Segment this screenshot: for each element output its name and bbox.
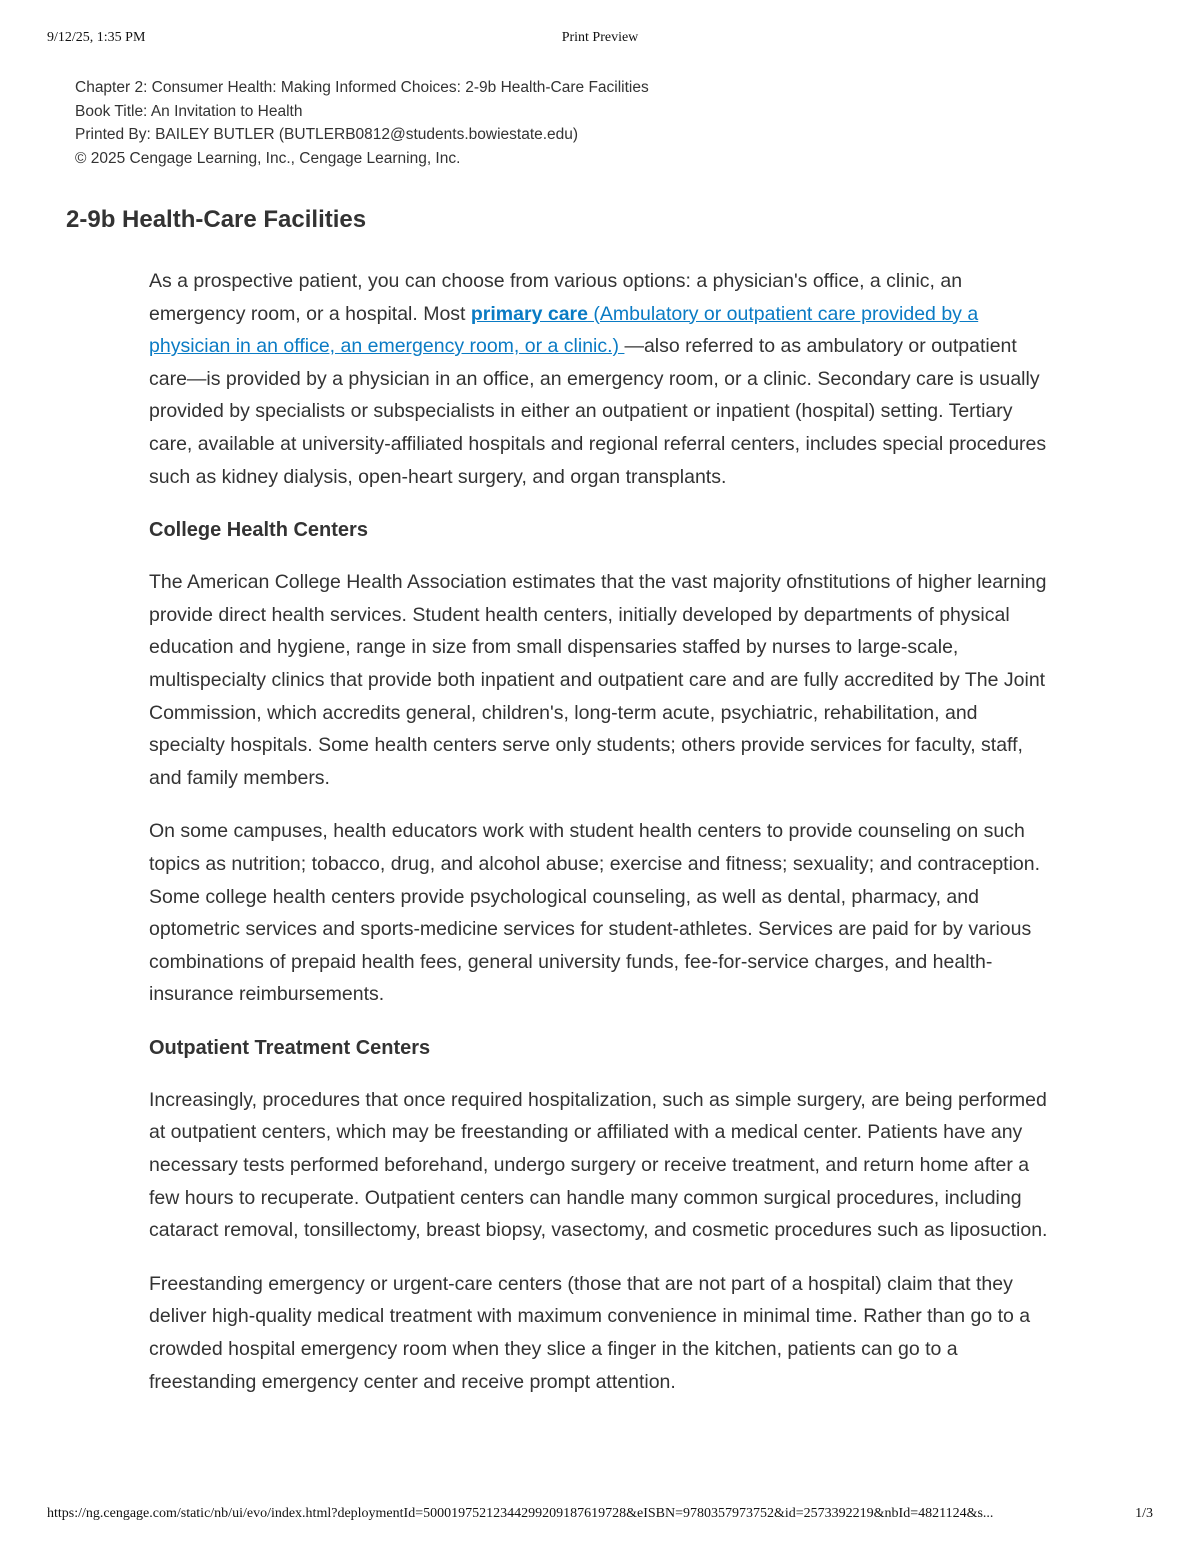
- article-body: [149, 265, 1049, 1419]
- print-footer: [47, 1506, 1153, 1526]
- intro-paragraph: [149, 265, 1049, 493]
- college-health-paragraph-1: The American College Health Association estimates that the vast majority ofnstitutions of higher learning provide direct health services. Student health centers, initially developed by departments of physical education and hygiene, range in size from small dispensaries staffed by nurses to large-scale, multispecialty clinics that provide both inpatient and outpatient care and are fully accredited by The Joint Commission, which accredits general, children's, long-term acute, psychiatric, rehabilitation, and specialty hospitals. Some health centers serve only students; others provide services for faculty, staff, and family members.: [149, 571, 1047, 789]
- print-header: [47, 30, 1153, 50]
- section-title: 2-9b Health-Care Facilities: [66, 206, 367, 233]
- outpatient-paragraph-1: Increasingly, procedures that once required hospitalization, such as simple surgery, are being performed at outpatient centers, which may be freestanding or affiliated with a medical center. Patients have any necessary tests performed beforehand, undergo surgery or receive treatment, and return home after a few hours to recuperate. Outpatient centers can handle many common surgical procedures, including cataract removal, tonsillectomy, breast biopsy, vasectomy, and cosmetic procedures such as liposuction.: [149, 1088, 1048, 1242]
- print-title: Print Preview: [561, 30, 639, 45]
- document-meta: [75, 76, 649, 170]
- college-health-paragraph-2: On some campuses, health educators work with student health centers to provide counseling on such topics as nutrition; tobacco, drug, and alcohol abuse; exercise and fitness; sexuality; and contraception. Some college health centers provide psychological counseling, as well as dental, pharmacy, and optometric services and sports-medicine services for student-athletes. Services are paid for by various combinations of prepaid health fees, general university funds, fee-for-service charges, and health-insurance reimbursements.: [149, 820, 1041, 1006]
- intro-text-start: As a prospective patient, you can choose from various options: a physician's office, a clinic, an emergency room, or a hospital. Most: [149, 270, 963, 325]
- outpatient-heading: Outpatient Treatment Centers: [149, 1036, 431, 1059]
- print-url: https://ng.cengage.com/static/nb/ui/evo/index.html?deploymentId=50001975212344299209187619728&eISBN=9780357973752&id=2573392219&nbId=4821124&s...: [47, 1506, 994, 1521]
- page-number: 1/3: [1135, 1506, 1153, 1521]
- outpatient-paragraph-2: Freestanding emergency or urgent-care centers (those that are not part of a hospital) claim that they deliver high-quality medical treatment with maximum convenience in minimal time. Rather than go to a crowded hospital emergency room when they slice a finger in the kitchen, patients can go to a freestanding emergency center and receive prompt attention.: [149, 1272, 1031, 1393]
- print-date: 9/12/25, 1:35 PM: [47, 30, 146, 45]
- book-title-line: Book Title: An Invitation to Health: [75, 102, 303, 120]
- chapter-line: Chapter 2: Consumer Health: Making Informed Choices: 2-9b Health-Care Facilities: [75, 79, 649, 96]
- intro-text-end: —also referred to as ambulatory or outpatient care—is provided by a physician in an office, an emergency room, or a clinic. Secondary care is usually provided by specialists or subspecialists in either an outpatient or inpatient (hospital) setting. Tertiary care, available at university-affiliated hospitals and regional referral centers, includes special procedures such as kidney dialysis, open-heart surgery, and organ transplants.: [149, 335, 1047, 488]
- college-health-heading: College Health Centers: [149, 519, 368, 542]
- glossary-term: primary care: [470, 302, 588, 325]
- glossary-definition: (Ambulatory or outpatient care provided by a physician in an office, an emergency room, or a clinic.): [149, 302, 979, 358]
- copyright-line: © 2025 Cengage Learning, Inc., Cengage Learning, Inc.: [75, 149, 461, 167]
- printed-by-line: Printed By: BAILEY BUTLER (BUTLERB0812@students.bowiestate.edu): [75, 126, 579, 143]
